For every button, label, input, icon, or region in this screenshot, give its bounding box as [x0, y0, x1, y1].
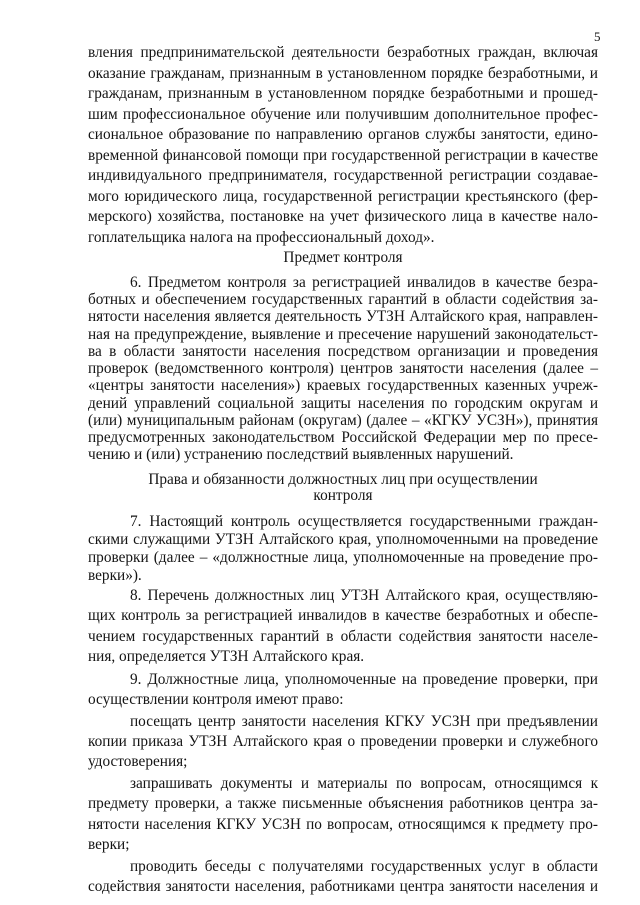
text-line: шим профессиональное обучение или получившим дополнительное профес-	[88, 105, 598, 123]
text-line: 7. Настоящий контроль осуществляется государственными граждан-	[130, 513, 598, 531]
text-line: ботных и обеспечением государственных гарантий в области содействия за-	[88, 290, 598, 308]
text-line: проводить беседы с получателями государственных услуг в области	[130, 857, 598, 875]
text-line: предмету проверки, а также письменные объяснения работников центра за-	[88, 795, 598, 813]
text-line: скими служащими УТЗН Алтайского края, уполномоченными на проведение	[88, 531, 598, 549]
text-line: сиональное образование по направлению органов службы занятости, едино-	[88, 126, 598, 144]
text-line: чением государственных гарантий в области содействия занятости населе-	[88, 627, 598, 645]
text-line: гоплательщика налога на профессиональный доход».	[88, 229, 435, 246]
page-number: 5	[594, 29, 601, 44]
text-line: содействия занятости населения, работниками центра занятости населения и	[88, 878, 598, 895]
text-line: дений управлений социальной защиты населения по городским округам и	[88, 394, 598, 412]
text-line: 6. Предметом контроля за регистрацией инвалидов в качестве безра-	[130, 273, 598, 291]
text-line: чению и (или) устранению последствий выявленных нарушений.	[88, 446, 514, 464]
text-line: оказание гражданам, признанным в установленном порядке безработными, и	[88, 64, 598, 82]
text-line: 9. Должностные лица, уполномоченные на проведение проверки, при	[130, 670, 598, 688]
text-line: запрашивать документы и материалы по вопросам, относящимся к	[130, 774, 598, 792]
text-line: верки;	[88, 836, 130, 854]
section-heading: Права и обязанности должностных лиц при осуществлении	[148, 471, 538, 488]
text-line: удостоверения;	[88, 753, 188, 771]
text-line: индивидуального предпринимателя, государственной регистрации создавае-	[88, 167, 598, 185]
text-line: гражданам, признанным в установленном порядке безработными и прошед-	[88, 85, 598, 103]
text-line: вления предпринимательской деятельности безработных граждан, включая	[88, 44, 598, 61]
text-line: верки»).	[88, 567, 142, 585]
section-heading: Предмет контроля	[283, 249, 403, 266]
text-line: (или) муниципальным районам (округам) (далее – «КГКУ УСЗН»), принятия	[88, 411, 598, 429]
text-line: предусмотренных законодательством Российской Федерации мер по пресе-	[88, 429, 598, 447]
text-line: щих контроль за регистрацией инвалидов в качестве безработных и обеспе-	[88, 607, 598, 625]
text-line: 8. Перечень должностных лиц УТЗН Алтайского края, осуществляю-	[130, 587, 598, 604]
text-line: посещать центр занятости населения КГКУ УСЗН при предъявлении	[130, 712, 598, 730]
text-line: нятости населения КГКУ УСЗН по вопросам, относящимся к предмету про-	[88, 815, 598, 833]
text-line: копии приказа УТЗН Алтайского края о проведении проверки и служебного	[88, 733, 598, 750]
text-line: мерского) хозяйства, постановке на учет физического лица в качестве нало-	[88, 208, 598, 226]
text-line: ва в области занятости населения посредством организации и проведения	[88, 342, 598, 360]
text-line: проверок (ведомственного контроля) центров занятости населения (далее –	[88, 360, 598, 377]
text-line: ния, определяется УТЗН Алтайского края.	[88, 648, 365, 666]
text-line: осуществлении контроля имеют право:	[88, 691, 344, 709]
text-line: мого юридического лица, государственной регистрации крестьянского (фер-	[88, 187, 598, 205]
text-line: временной финансовой помощи при государственной регистрации в качестве	[88, 146, 598, 164]
section-heading: контроля	[313, 487, 373, 505]
text-line: ная на предупреждение, выявление и пресечение нарушений законодательст-	[88, 325, 598, 343]
text-line: «центры занятости населения») краевых государственных казенных учреж-	[88, 377, 598, 395]
text-line: нятости населения является деятельность УТЗН Алтайского края, направлен-	[88, 308, 598, 326]
text-line: проверки (далее – «должностные лица, уполномоченные на проведение про-	[88, 549, 598, 567]
